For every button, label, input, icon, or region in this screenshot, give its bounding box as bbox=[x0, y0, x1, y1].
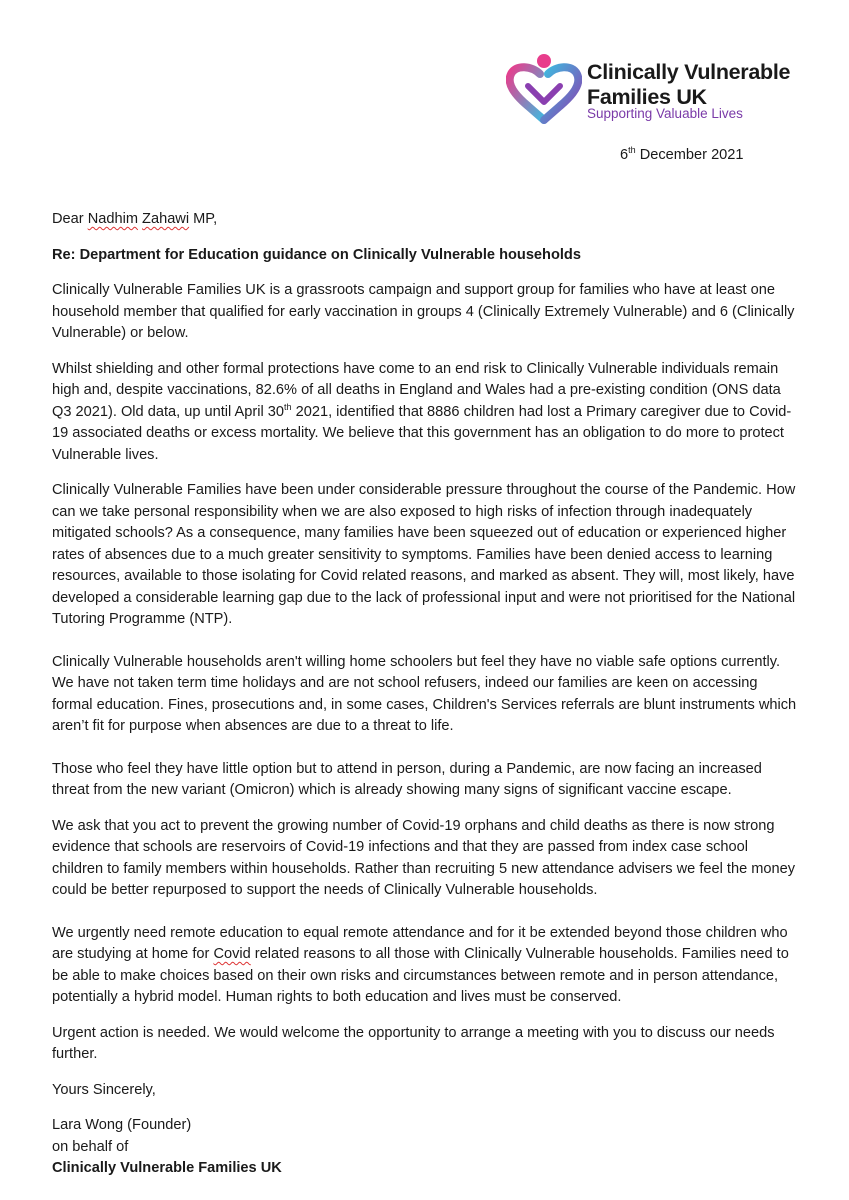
date-rest: December 2021 bbox=[635, 147, 744, 163]
salutation: Dear Nadhim Zahawi MP, bbox=[52, 211, 218, 227]
heart-people-logo-icon bbox=[506, 52, 582, 124]
paragraph-home-schoolers: Clinically Vulnerable households aren't willing home schoolers but feel they have no viable safe options currently. We have not taken term time holidays and are not school refusers, indeed our families are keen on accessing formal education. Fines, prosecutions and, in some cases, Children's Services referrals are blunt instruments which aren’t fit for purpose when absences are due to a threat to life. bbox=[52, 653, 797, 734]
recipient-first-name: Nadhim bbox=[87, 211, 138, 227]
recipient-last-name: Zahawi bbox=[142, 211, 190, 227]
letter-date bbox=[620, 145, 744, 167]
paragraph-pressure: Clinically Vulnerable Families have been under considerable pressure throughout the course of the Pandemic. How can we take personal responsibility when we are also exposed to high risks of infection through inadequately mitigated schools? As a consequence, many families have been squeezed out of education or experienced higher rates of absences due to a much greater sensitivity to symptoms. Families have been denied access to learning resources, available to those isolating for Covid related reasons, and marked as absent. They will, most likely, have developed a considerable learning gap due to the lack of professional input and were not prioritised for the National Tutoring Programme (NTP). bbox=[52, 482, 796, 627]
closing: Yours Sincerely, bbox=[52, 1081, 156, 1098]
organisation-logo bbox=[506, 52, 806, 127]
flagged-word: Covid bbox=[213, 946, 251, 962]
paragraph-request: We ask that you act to prevent the growing number of Covid-19 orphans and child deaths as there is now strong evidence that schools are reservoirs of Covid-19 infections and that they are passed from index case school children to family members within households. Rather than recruiting 5 new attendance advisers we feel the money could be better repurposed to support the needs of Clinically Vulnerable households. bbox=[52, 817, 796, 898]
logo-tagline: Supporting Valuable Lives bbox=[587, 106, 743, 121]
paragraph-remote-education: We urgently need remote education to equal remote attendance and for it be extended beyond those children who are studying at home for Covid related reasons to all those with Clinically Vulnerable households. Families need to be able to make choices based on their own risks and circumstances between remote and in person attendance, potentially a hybrid model. Human rights to both education and lives must be conserved. bbox=[52, 924, 789, 1005]
subject-line: Re: Department for Education guidance on Clinically Vulnerable households bbox=[52, 246, 581, 263]
paragraph-intro: Clinically Vulnerable Families UK is a grassroots campaign and support group for families who have at least one household member that qualified for early vaccination in groups 4 (Clinically Extremely Vulnerable) and 6 (Clinically Vulnerable) or below. bbox=[52, 282, 795, 341]
logo-title-line2: Families UK bbox=[587, 85, 707, 109]
signatory: Lara Wong (Founder) bbox=[52, 1117, 192, 1133]
on-behalf-of: on behalf of bbox=[52, 1138, 129, 1155]
paragraph-omicron: Those who feel they have little option but to attend in person, during a Pandemic, are now facing an increased threat from the new variant (Omicron) which is already showing many signs of significant vaccine escape. bbox=[52, 760, 762, 798]
date-suffix: th bbox=[628, 145, 636, 156]
letter-body bbox=[52, 209, 797, 1180]
paragraph-risk: Whilst shielding and other formal protections have come to an end risk to Clinically Vulnerable individuals remain high and, despite vaccinations, 82.6% of all deaths in England and Wales had a pre-existing condition (ONS data Q3 2021). Old data, up until April 30th 2021, identified that 8886 children had lost a Primary caregiver due to Covid-19 associated deaths or excess mortality. We believe that this government has an obligation to do more to protect Vulnerable lives. bbox=[52, 360, 792, 463]
signatory-organisation: Clinically Vulnerable Families UK bbox=[52, 1160, 282, 1176]
logo-title-line1: Clinically Vulnerable bbox=[587, 60, 791, 84]
date-day: 6 bbox=[620, 147, 629, 163]
paragraph-urgent-action: Urgent action is needed. We would welcome the opportunity to arrange a meeting with you to discuss our needs further. bbox=[52, 1024, 775, 1062]
